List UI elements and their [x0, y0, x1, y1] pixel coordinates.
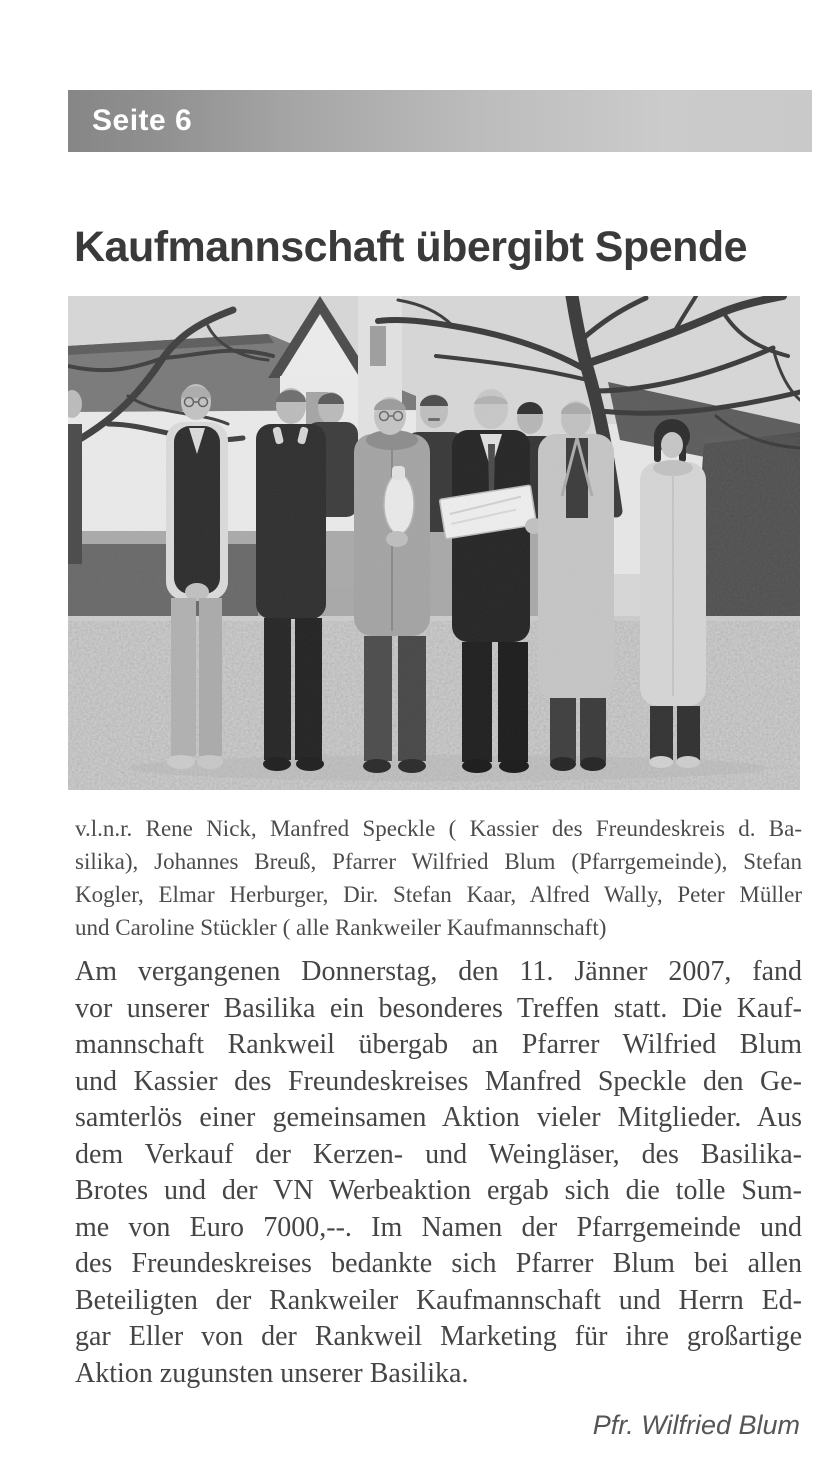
- article-title: Kaufmannschaft übergibt Spende: [74, 223, 748, 271]
- author-byline: Pfr. Wilfried Blum: [592, 1410, 800, 1440]
- body-text-line: und Kassier des Freundeskreises Manfred Speckle den Ge-: [75, 1065, 802, 1097]
- article-body: [75, 954, 802, 1392]
- caption-line: v.l.n.r. Rene Nick, Manfred Speckle ( Kassier des Freundeskreis d. Ba-: [75, 816, 802, 841]
- group-photo: [68, 296, 800, 790]
- page-header-bar: [68, 90, 812, 152]
- photo-caption: [75, 812, 802, 944]
- body-text-line: samterlös einer gemeinsamen Aktion vieler Mitglieder. Aus: [75, 1102, 802, 1133]
- page-number-label: Seite 6: [92, 104, 193, 137]
- body-text-line: me von Euro 7000,--. Im Namen der Pfarrgemeinde und: [75, 1211, 802, 1243]
- body-text-line: Am vergangenen Donnerstag, den 11. Jänner 2007, fand: [75, 956, 802, 987]
- caption-line: Kogler, Elmar Herburger, Dir. Stefan Kaar, Alfred Wally, Peter Müller: [75, 882, 802, 907]
- body-text-line: Brotes und der VN Werbeaktion ergab sich die tolle Sum-: [75, 1175, 802, 1206]
- group-photo-illustration: [68, 296, 800, 790]
- body-text-line: dem Verkauf der Kerzen- und Weingläser, des Basilika-: [75, 1138, 802, 1170]
- body-text-line: des Freundeskreises bedankte sich Pfarrer Blum bei allen: [75, 1248, 802, 1279]
- body-text-line: vor unserer Basilika ein besonderes Treffen statt. Die Kauf-: [75, 992, 802, 1024]
- caption-line: silika), Johannes Breuß, Pfarrer Wilfried Blum (Pfarrgemeinde), Stefan: [75, 849, 802, 874]
- caption-line: und Caroline Stückler ( alle Rankweiler Kaufmannschaft): [75, 915, 607, 940]
- body-text-line: Aktion zugunsten unserer Basilika.: [75, 1357, 469, 1389]
- body-text-line: gar Eller von der Rankweil Marketing für ihre großartige: [75, 1321, 802, 1352]
- body-text-line: mannschaft Rankweil übergab an Pfarrer Wilfried Blum: [75, 1029, 802, 1060]
- body-text-line: Beteiligten der Rankweiler Kaufmannschaft und Herrn Ed-: [75, 1284, 802, 1316]
